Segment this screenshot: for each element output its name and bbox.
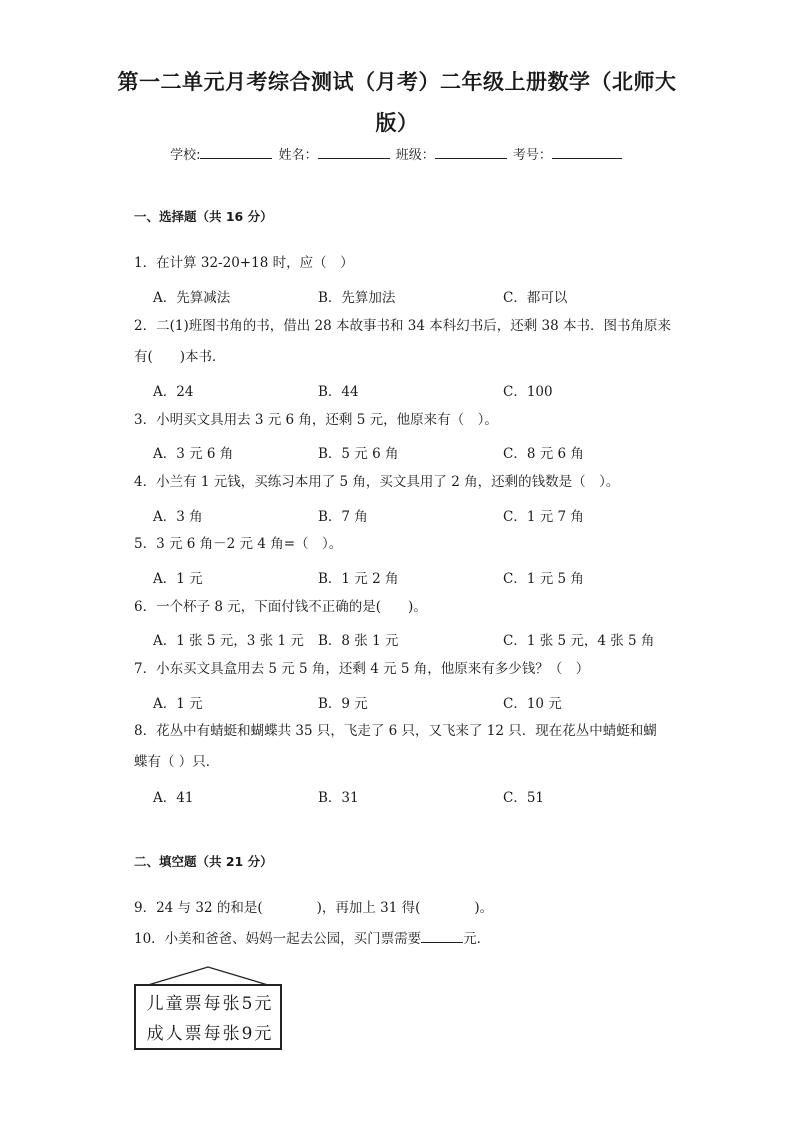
question-5: 5．3 元 6 角－2 元 4 角=（ ）。: [134, 536, 343, 552]
option-b[interactable]: B．31: [318, 790, 359, 806]
section-choice-heading: 一、选择题（共 16 分）: [134, 209, 273, 224]
option-c[interactable]: C．51: [503, 790, 545, 806]
option-b[interactable]: B．8 张 1 元: [318, 633, 399, 649]
adult-ticket-price: 成人票每张9元: [146, 1024, 274, 1044]
option-c[interactable]: C．1 张 5 元，4 张 5 角: [503, 633, 655, 649]
option-b[interactable]: B．7 角: [318, 509, 368, 525]
question-2-cont: 有( )本书．: [134, 349, 226, 365]
option-a[interactable]: A．3 角: [153, 509, 203, 525]
question-3: 3．小明买文具用去 3 元 6 角，还剩 5 元，他原来有（ ）。: [134, 412, 498, 428]
question-5-options: [153, 567, 673, 591]
question-8-options: [153, 786, 673, 810]
question-1-options: [153, 286, 673, 310]
option-b[interactable]: B．先算加法: [318, 290, 396, 306]
option-a[interactable]: A．41: [153, 790, 194, 806]
question-1: 1．在计算 32-20+18 时，应（ ）: [134, 255, 354, 271]
exam-number-blank[interactable]: [552, 145, 622, 159]
question-8: 8．花丛中有蜻蜓和蝴蝶共 35 只，飞走了 6 只，又飞来了 12 只．现在花丛中蜻蜓和蝴: [134, 723, 657, 739]
option-c[interactable]: C．100: [503, 384, 553, 400]
option-a[interactable]: A．24: [153, 384, 194, 400]
question-8-cont: 蝶有（ ）只．: [134, 754, 220, 770]
question-7-options: [153, 692, 673, 716]
option-b[interactable]: B．44: [318, 384, 359, 400]
option-c[interactable]: C．1 元 5 角: [503, 571, 584, 587]
school-blank[interactable]: [200, 145, 272, 159]
question-3-options: [153, 442, 673, 466]
name-blank[interactable]: [318, 145, 390, 159]
class-label: 班级：: [395, 148, 435, 163]
class-blank[interactable]: [435, 145, 507, 159]
option-c[interactable]: C．1 元 7 角: [503, 509, 584, 525]
option-a[interactable]: A．1 元: [153, 571, 203, 587]
option-c[interactable]: C．都可以: [503, 290, 568, 306]
question-2: 2．二(1)班图书角的书，借出 28 本故事书和 34 本科幻书后，还剩 38 本书．图书角原来: [134, 318, 671, 334]
section-fill-heading: 二、填空题（共 21 分）: [134, 854, 273, 869]
question-6-options: [153, 629, 673, 653]
question-10: [134, 924, 664, 955]
question-10-text: 10．小美和爸爸、妈妈一起去公园，买门票需要: [134, 931, 422, 947]
student-info-row: [0, 144, 794, 163]
page-title-continued: 版）: [375, 111, 419, 135]
question-6: 6．一个杯子 8 元，下面付钱不正确的是( )。: [134, 599, 427, 615]
page-title: 第一二单元月考综合测试（月考）二年级上册数学（北师大: [117, 70, 677, 94]
name-label: 姓名：: [278, 148, 318, 163]
option-c[interactable]: C．10 元: [503, 696, 562, 712]
ticket-price-sign: [134, 965, 282, 1051]
question-7: 7．小东买文具盒用去 5 元 5 角，还剩 4 元 5 角，他原来有多少钱？（ ）: [134, 661, 590, 677]
option-b[interactable]: B．9 元: [318, 696, 368, 712]
option-a[interactable]: A．1 元: [153, 696, 203, 712]
school-label: 学校:: [170, 148, 201, 163]
question-10-unit: 元．: [463, 931, 491, 947]
option-b[interactable]: B．1 元 2 角: [318, 571, 399, 587]
option-a[interactable]: A．先算减法: [153, 290, 231, 306]
answer-blank[interactable]: [421, 928, 463, 943]
question-2-options: [153, 380, 673, 404]
question-4-options: [153, 505, 673, 529]
question-4: 4．小兰有 1 元钱，买练习本用了 5 角，买文具用了 2 角，还剩的钱数是（ ）。: [134, 474, 620, 490]
option-a[interactable]: A．3 元 6 角: [153, 446, 234, 462]
option-c[interactable]: C．8 元 6 角: [503, 446, 584, 462]
option-b[interactable]: B．5 元 6 角: [318, 446, 399, 462]
child-ticket-price: 儿童票每张5元: [146, 994, 274, 1014]
option-a[interactable]: A．1 张 5 元，3 张 1 元: [153, 633, 304, 649]
question-9: 9．24 与 32 的和是( )，再加上 31 得( )。: [134, 900, 494, 916]
exam-number-label: 考号：: [512, 148, 552, 163]
